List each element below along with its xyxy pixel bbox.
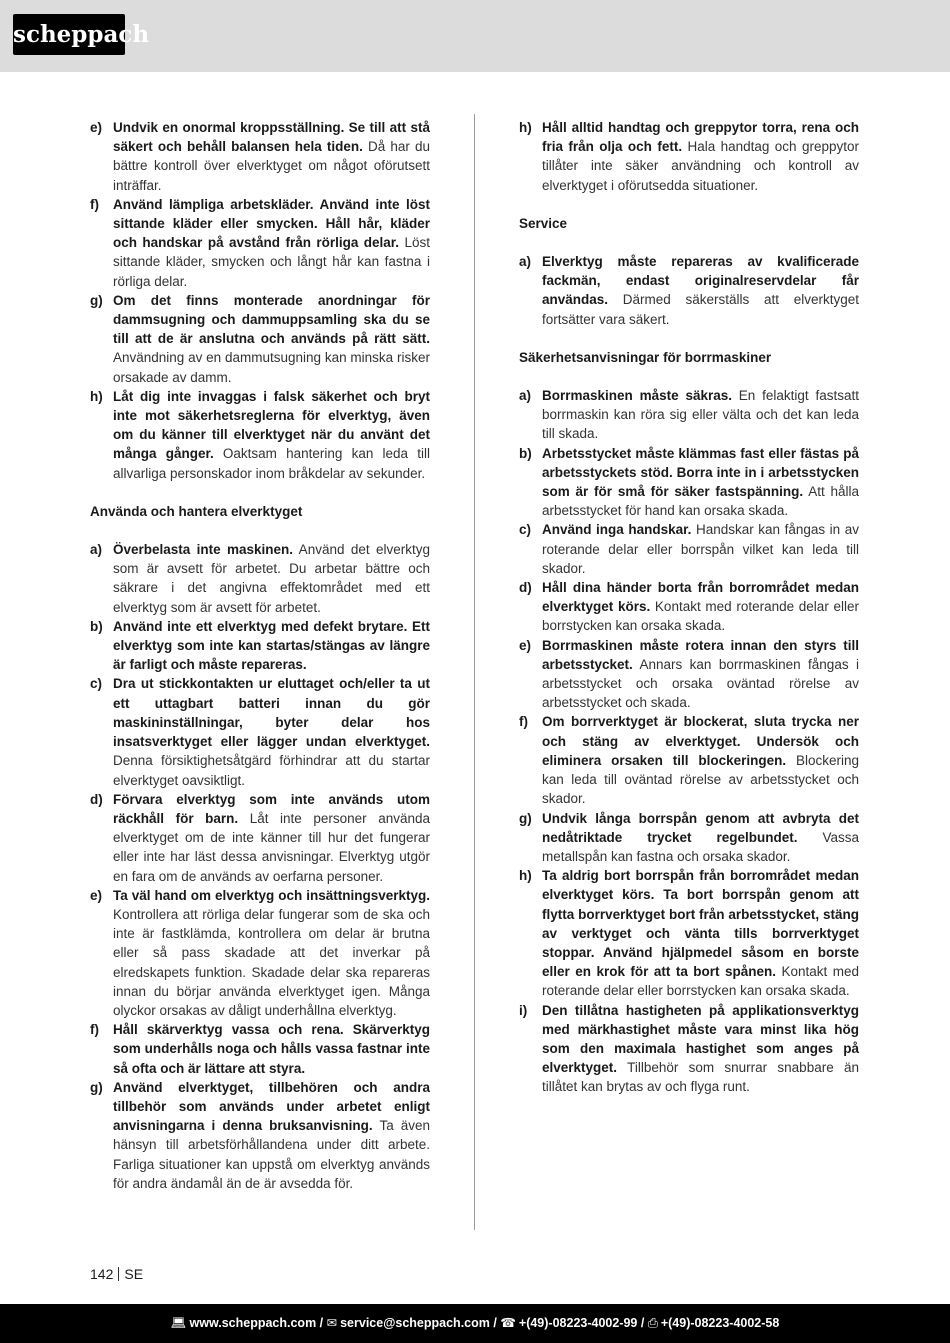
service-list — [519, 252, 859, 329]
footer-web[interactable]: www.scheppach.com / — [189, 1316, 324, 1330]
list-item-normal-text: Denna försiktighetsåtgärd förhindrar att du startar elverktyget oavsiktligt. — [113, 753, 430, 788]
list-item-label: a) — [519, 254, 532, 270]
list-item-bold-text: Arbetsstycket måste klämmas fast eller fästas på arbetsstyckets stöd. Borra inte in i arbetsstycken som är för små för säker fastspänning. — [542, 445, 859, 500]
list-item — [90, 387, 430, 483]
list-item-text — [542, 636, 859, 713]
list-item-text — [113, 886, 430, 1020]
page-separator — [118, 1267, 119, 1281]
list-item-text — [113, 1020, 430, 1078]
list-item-text — [542, 578, 859, 636]
list-item-text — [542, 386, 859, 444]
list-item-normal-text: Kontakt med roterande delar eller borrstycken kan orsaka skada. — [542, 964, 859, 999]
list-item-text — [113, 387, 430, 483]
list-item-bold-text: Håll skärverktyg vassa och rena. Skärverktyg som underhålls noga och hålls vassa fastnar inte så ofta och är lättare att styra. — [113, 1022, 430, 1076]
list-item-label: f) — [519, 714, 528, 730]
list-item-normal-text: Löst sittande kläder, smycken och långt hår kan fastna i rörliga delar. — [113, 235, 430, 289]
list-item-text — [542, 252, 859, 329]
list-item — [90, 886, 430, 1020]
list-item-normal-text: Därmed säkerställs att elverktyget fortsätter vara säkert. — [542, 292, 859, 327]
list-item-text — [113, 790, 430, 886]
list-item-text — [542, 809, 859, 867]
list-item-label: h) — [90, 388, 103, 404]
list-item-label: b) — [90, 618, 103, 634]
list-item-bold-text: Den tillåtna hastigheten på applikationsverktyg med märkhastighet måste vara minst lika hög som den maximala hastighet som anges på elverktyget. — [542, 1002, 859, 1076]
list-item — [90, 1078, 430, 1193]
list-item-bold-text: Ta väl hand om elverktyg och insättningsverktyg. — [113, 887, 430, 903]
list-item-text — [113, 617, 430, 675]
list-item-normal-text: Hala handtag och greppytor tillåter inte säker användning och kontroll av elverktyget i oförutsedda situationer. — [542, 139, 859, 193]
list-item-bold-text: Undvik långa borrspån genom att avbryta det nedåtriktade trycket regelbundet. — [542, 810, 859, 845]
list-item-label: g) — [519, 810, 532, 826]
list-item — [90, 540, 430, 617]
safety-list-right-top — [519, 118, 859, 195]
list-item — [90, 617, 430, 675]
footer-phone: +(49)-08223-4002-99 / — [518, 1316, 645, 1330]
list-item — [90, 790, 430, 886]
list-item-label: e) — [519, 637, 532, 653]
list-item-text — [113, 195, 430, 291]
safety-list-top — [90, 118, 430, 483]
list-item — [90, 1020, 430, 1078]
list-item-bold-text: Om borrverktyget är blockerat, sluta trycka ner och stäng av elverktyget. Undersök och eliminera orsaken till blockeringen. — [542, 714, 859, 768]
list-item-label: f) — [90, 1022, 99, 1038]
list-item-normal-text: Kontrollera att rörliga delar fungerar som de ska och inte är fastklämda, kontrollera om delar är brutna eller så pass skadade att det inverkar på elredskapets funktion. Skadade delar ska repareras innan du börjar använda elverktyget igen. Många olyckor orsakas av dåligt underhållna elverktyg. — [113, 906, 430, 1018]
list-item-bold-text: Använd inte ett elverktyg med defekt brytare. Ett elverktyg som inte kan startas/stängas av längre är farligt och måste repareras. — [113, 618, 430, 673]
list-item-label: g) — [90, 292, 103, 308]
list-item — [90, 195, 430, 291]
list-item-bold-text: Om det finns monterade anordningar för dammsugning och dammuppsamling ska du se till att de är anslutna och används på rätt sätt. — [113, 292, 430, 347]
section-heading-use-tools: Använda och hantera elverktyget — [90, 503, 303, 519]
scheppach-logo: scheppach — [13, 14, 125, 55]
list-item — [519, 444, 859, 521]
list-item-text — [113, 118, 430, 195]
page-number — [90, 1265, 143, 1283]
list-item — [519, 712, 859, 808]
list-item-label: h) — [519, 120, 532, 135]
list-item-label: f) — [90, 196, 99, 212]
list-item-text — [113, 1078, 430, 1193]
list-item-text — [113, 674, 430, 789]
list-item-normal-text: Blockering kan leda till oväntad rörelse av arbetsstycket och skador. — [542, 752, 859, 807]
computer-icon: 💻︎ — [170, 1316, 187, 1330]
list-item-normal-text: Vassa metallspån kan fastna och orsaka skador. — [542, 829, 859, 864]
list-item-normal-text: Annars kan borrmaskinen fångas i arbetsstycket och orsaka oväntad rörelse av arbetsstycket och skada. — [542, 656, 859, 711]
list-item-normal-text: Låt inte personer använda elverktyget om de inte känner till hur det fungerar eller inte har läst dessa anvisningar. Elverktyg utgör en fara om de används av oerfarna personer. — [113, 810, 430, 884]
list-item-bold-text: Undvik en onormal kroppsställning. Se till att stå säkert och behåll balansen hela tiden. — [113, 120, 430, 155]
list-item-normal-text: Använd det elverktyg som är avsett för arbetet. Du arbetar bättre och säkrare i det angivna effektområdet med ett elverktyg som är avsett för arbetet. — [113, 542, 430, 615]
fax-icon: ⎙ — [647, 1316, 658, 1330]
section-heading-service: Service — [519, 215, 568, 231]
list-item — [519, 386, 859, 444]
page-number-value: 142 — [90, 1266, 114, 1282]
mail-icon: ✉︎ — [326, 1316, 338, 1330]
list-item-label: c) — [90, 676, 103, 692]
list-item-normal-text: Oaktsam hantering kan leda till allvarliga personskador inom bråkdelar av sekunder. — [113, 446, 430, 481]
list-item-normal-text: Användning av en dammutsugning kan minska risker orsakade av damm. — [113, 350, 430, 385]
list-item — [90, 291, 430, 387]
list-item-label: d) — [90, 791, 103, 807]
list-item-bold-text: Använd elverktyget, tillbehören och andra tillbehör som används under arbetet enligt anvisningarna i denna bruksanvisning. — [113, 1079, 430, 1134]
footer-bar — [0, 1304, 950, 1343]
list-item-bold-text: Förvara elverktyg som inte används utom räckhåll för barn. — [113, 791, 430, 826]
list-item-text — [113, 291, 430, 387]
list-item — [519, 252, 859, 329]
list-item-label: a) — [519, 388, 532, 404]
column-divider — [474, 114, 475, 1230]
list-item — [519, 118, 859, 195]
list-item-label: d) — [519, 580, 532, 596]
right-column — [519, 118, 859, 1097]
list-item-label: g) — [90, 1079, 103, 1095]
list-item-bold-text: Ta aldrig bort borrspån från borrområdet medan elverktyget körs. Ta bort borrspån genom att flytta borrverktyget bort från arbetsstycket, stäng av verktyget och vänta tills borrverktyget stoppar. Använd hjälpmedel såsom en borste eller en krok för att ta bort spånen. — [542, 868, 859, 980]
list-item-label: h) — [519, 868, 532, 884]
list-item-text — [542, 712, 859, 808]
list-item-normal-text: Kontakt med roterande delar eller borrstycken kan orsaka skada. — [542, 599, 860, 634]
footer-email[interactable]: service@scheppach.com / — [340, 1316, 497, 1330]
left-column — [90, 118, 430, 1193]
list-item-normal-text: Då har du bättre kontroll över elverktyget om något oförutsett inträffar. — [113, 139, 430, 193]
list-item-bold-text: Överbelasta inte maskinen. — [113, 542, 294, 558]
list-item-normal-text: En felaktigt fastsatt borrmaskin kan röra sig eller välta och det kan leda till skada. — [542, 388, 859, 442]
list-item-normal-text: Handskar kan fångas in av roterande delar eller borrspån vilket kan leda till skador. — [542, 522, 859, 576]
list-item — [519, 520, 859, 578]
list-item-bold-text: Håll dina händer borta från borrområdet medan elverktyget körs. — [542, 580, 859, 615]
list-item-normal-text: Ta även hänsyn till arbetsförhållandena under ditt arbete. Farliga situationer kan uppstå om elverktyg används för andra ändamål än de är avsedda för. — [113, 1118, 431, 1191]
list-item — [519, 866, 859, 1000]
list-item-bold-text: Använd inga handskar. — [542, 522, 692, 538]
list-item-bold-text: Håll alltid handtag och greppytor torra, rena och fria från olja och fett. — [542, 120, 859, 155]
list-item-text — [542, 1001, 859, 1097]
list-item-text — [542, 866, 859, 1000]
list-item-normal-text: Att hålla arbetsstycket för hand kan orsaka skada. — [542, 484, 859, 519]
list-item-label: a) — [90, 542, 103, 558]
phone-icon: ☎︎ — [500, 1316, 516, 1330]
list-item-bold-text: Använd lämpliga arbetskläder. Använd inte löst sittande kläder eller smycken. Håll hår, kläder och handskar på avstånd från rörliga delar. — [113, 196, 430, 251]
safety-list-use — [90, 540, 430, 1193]
list-item — [519, 809, 859, 867]
list-item — [90, 118, 430, 195]
list-item — [519, 578, 859, 636]
drill-safety-list — [519, 386, 859, 1097]
list-item-label: c) — [519, 522, 532, 538]
list-item-text — [542, 520, 859, 578]
list-item — [519, 636, 859, 713]
page-language: SE — [124, 1266, 144, 1282]
list-item-bold-text: Borrmaskinen måste rotera innan den styrs till arbetsstycket. — [542, 637, 859, 672]
list-item-bold-text: Dra ut stickkontakten ur eluttaget och/eller ta ut ett uttagbart batteri innan du gör maskininställningar, byter delar hos insatsverktyget eller lägger undan elverktyget. — [113, 676, 430, 750]
list-item — [519, 1001, 859, 1097]
footer-fax: +(49)-08223-4002-58 — [660, 1316, 780, 1330]
list-item-label: b) — [519, 445, 532, 461]
list-item-text — [113, 540, 430, 617]
list-item-label: i) — [519, 1002, 528, 1018]
list-item-bold-text: Låt dig inte invaggas i falsk säkerhet och bryt inte mot säkerhetsreglerna för elverktyg, även om du känner till elverktyget när du använt det många gånger. — [113, 388, 430, 462]
section-heading-drill: Säkerhetsanvisningar för borrmaskiner — [519, 349, 772, 365]
list-item-label: e) — [90, 120, 103, 135]
list-item — [90, 674, 430, 789]
list-item-normal-text: Tillbehör som snurrar snabbare än tillåtet kan brytas av och flyga runt. — [542, 1060, 859, 1095]
list-item-bold-text: Borrmaskinen måste säkras. — [542, 388, 732, 404]
list-item-text — [542, 444, 859, 521]
list-item-bold-text: Elverktyg måste repareras av kvalificerade fackmän, endast originalreservdelar får användas. — [542, 254, 859, 308]
header-bar — [0, 0, 950, 72]
list-item-text — [542, 118, 859, 195]
list-item-label: e) — [90, 887, 103, 903]
